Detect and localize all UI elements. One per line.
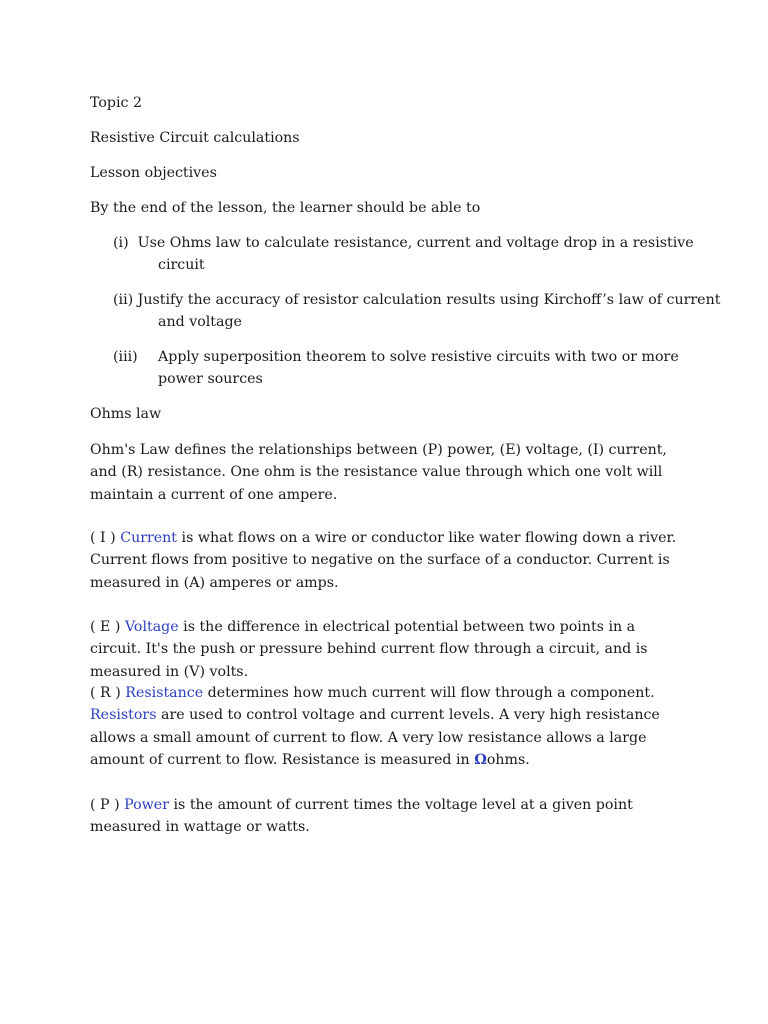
objective-number-1: (i)	[113, 235, 129, 251]
objective-item-2	[113, 289, 721, 334]
objective-item-1	[113, 232, 694, 277]
objective-number-3: (iii)	[113, 349, 138, 365]
objective-line-1	[113, 232, 694, 254]
voltage-prefix: ( E )	[90, 619, 125, 635]
objective-lead-2: Justify the accuracy of resistor calculation results using Kirchoff’s law of current	[137, 292, 721, 308]
current-text: is what flows on a wire or conductor like water flowing down a river. Current flows from positive to negative on the surface of a conductor. Current is measured in (A) amperes or amps.	[90, 530, 677, 591]
resistance-paragraph	[90, 682, 690, 771]
resistance-text-1: determines how much current will flow through a component.	[203, 685, 655, 701]
omega-symbol: Ω	[474, 751, 487, 768]
resistors-link[interactable]: Resistors	[90, 707, 157, 724]
topic-label: Topic 2	[90, 95, 143, 111]
voltage-link[interactable]: Voltage	[124, 619, 179, 635]
current-prefix: ( I )	[90, 530, 121, 546]
subject-title: Resistive Circuit calculations	[90, 130, 300, 146]
objective-lead-3: Apply superposition theorem to solve resistive circuits with two or more	[158, 349, 679, 365]
objective-rest-2: and voltage	[158, 314, 242, 331]
voltage-text: is the difference in electrical potential between two points in a circuit. It's the push or pressure behind current flow through a circuit, and is measured in (V) volts.	[90, 619, 648, 680]
resistance-link[interactable]: Resistance	[125, 685, 204, 701]
objective-line-2	[113, 289, 721, 311]
power-link[interactable]: Power	[124, 797, 169, 813]
objective-lead-1: Use Ohms law to calculate resistance, current and voltage drop in a resistive	[137, 235, 694, 251]
power-text: is the amount of current times the voltage level at a given point measured in wattage or watts.	[90, 797, 633, 836]
objectives-intro: By the end of the lesson, the learner should be able to	[90, 200, 481, 216]
power-prefix: ( P )	[90, 797, 125, 813]
objective-rest-3: power sources	[158, 371, 263, 388]
objective-rest-1: circuit	[158, 257, 205, 274]
objectives-heading: Lesson objectives	[90, 165, 217, 181]
resistance-text-3: ohms.	[486, 751, 530, 768]
current-link[interactable]: Current	[120, 530, 178, 546]
power-paragraph	[90, 794, 690, 839]
voltage-paragraph	[90, 616, 690, 683]
resistance-text-2: are used to control voltage and current levels. A very high resistance allows a small amount of current to flow. A very low resistance allows a large amount of current to flow. Resistance is measured in	[90, 707, 660, 768]
objective-number-2: (ii)	[113, 292, 134, 308]
objective-item-3	[113, 346, 683, 391]
ohms-law-definition: Ohm's Law defines the relationships between (P) power, (E) voltage, (I) current, and (R) resistance. One ohm is the resistance value through which one volt will maintain a current of one ampere.	[90, 442, 667, 503]
ohms-law-heading: Ohms law	[90, 406, 162, 422]
resistance-prefix: ( R )	[90, 685, 126, 701]
current-paragraph	[90, 527, 690, 594]
